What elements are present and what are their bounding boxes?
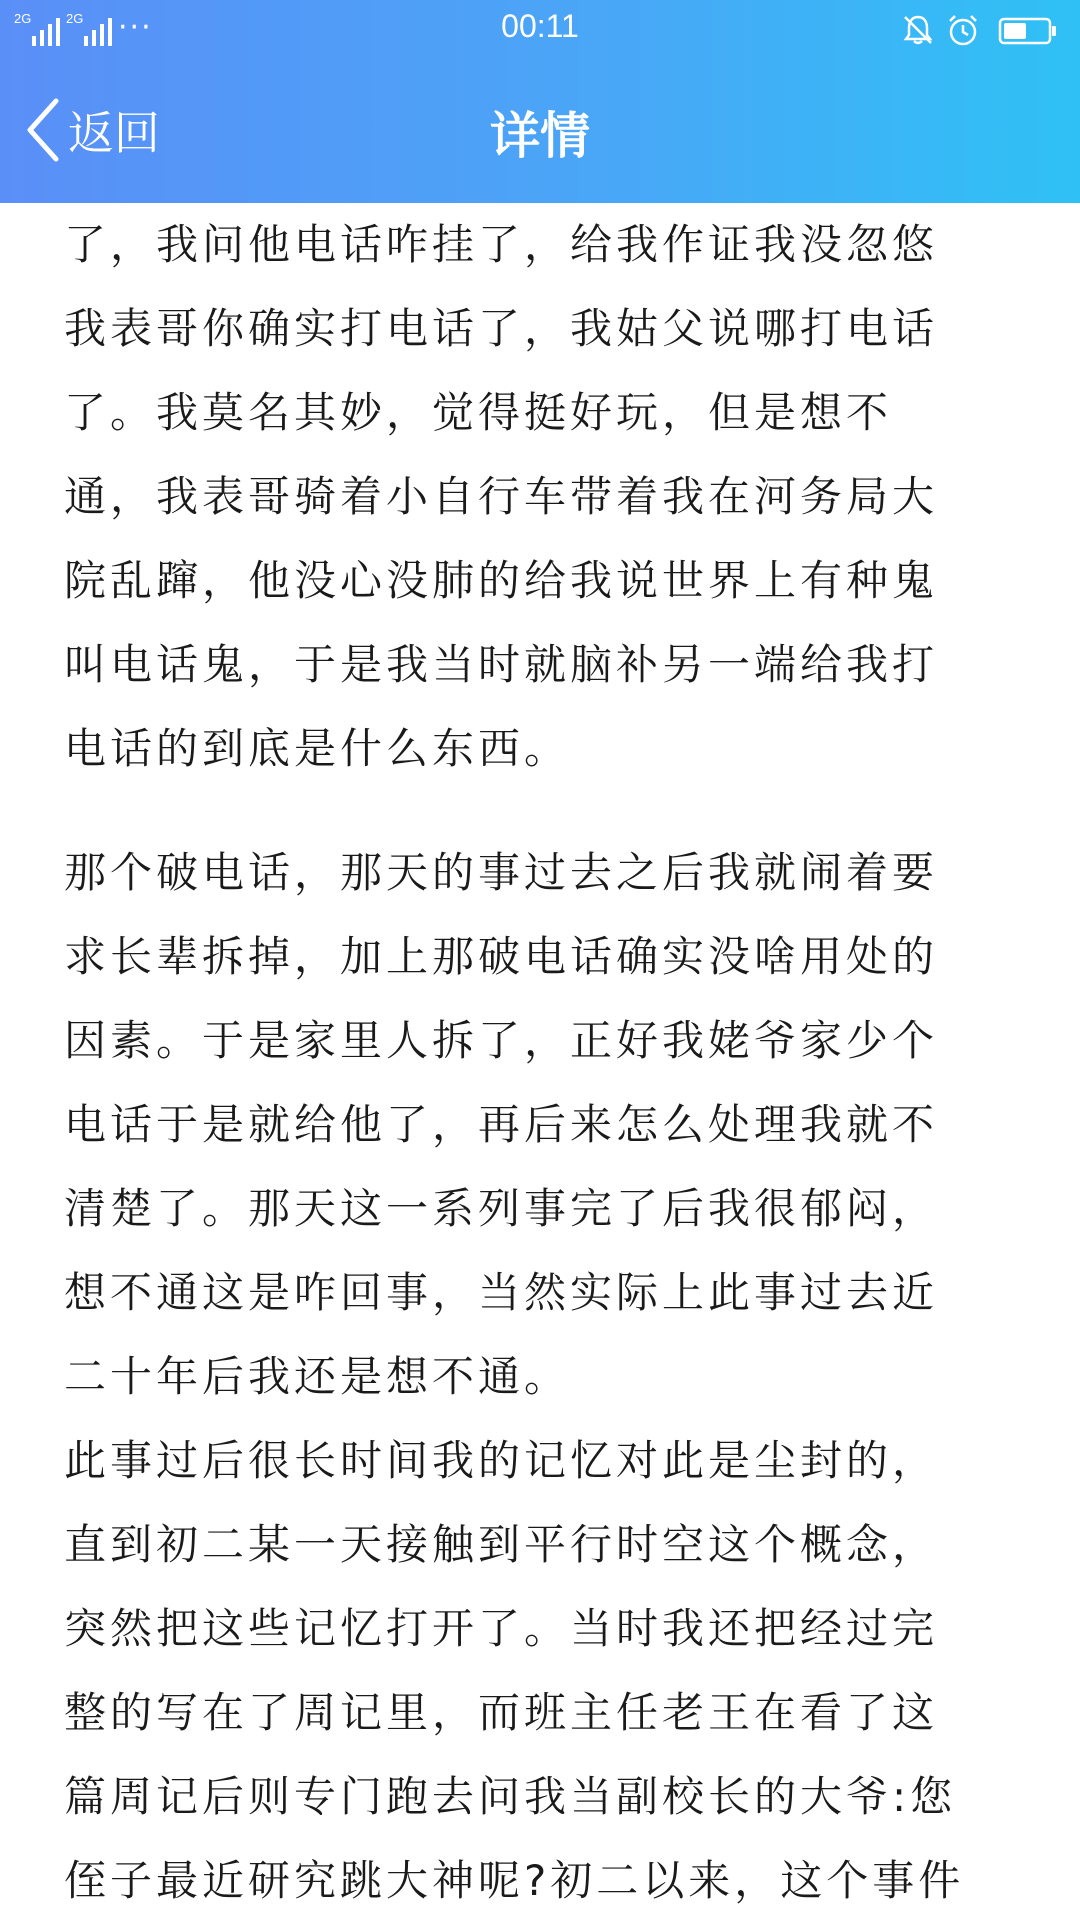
page-title: 详情 xyxy=(490,107,590,165)
bell-muted-icon xyxy=(900,12,936,48)
article-paragraph: 了，我问他电话咋挂了，给我作证我没忽悠 我表哥你确实打电话了，我姑父说哪打电话 了。我莫名其妙，觉得挺好玩，但是想不 通，我表哥骑着小自行车带着我在河务局大 院乱蹿，他没心没肺的给我说世界上有种鬼 叫电话鬼，于是我当时就脑补另一端给我打 电话的到底是什么东西。 xyxy=(64,220,939,773)
article-paragraph: 此事过后很长时间我的记忆对此是尘封的， 直到初二某一天接触到平行时空这个概念， 突然把这些记忆打开了。当时我还把经过完 整的写在了周记里，而班主任老王在看了这 篇周记后则专门跑去问我当副校长的大爷:您 侄子最近研究跳大神呢?初二以来，这个事件 xyxy=(64,1436,965,1905)
more-notifications-icon: ··· xyxy=(118,10,153,45)
article-body xyxy=(64,203,1024,1923)
alarm-icon xyxy=(946,12,980,48)
back-button-label: 返回 xyxy=(68,106,160,160)
battery-icon xyxy=(998,16,1058,46)
signal-label-2: 2G xyxy=(66,11,84,26)
status-bar xyxy=(0,0,1080,58)
status-icons xyxy=(900,10,1060,50)
article-paragraph: 那个破电话，那天的事过去之后我就闹着要 求长辈拆掉，加上那破电话确实没啥用处的 因素。于是家里人拆了，正好我姥爷家少个 电话于是就给他了，再后来怎么处理我就不 清楚了。那天这一系列事完了后我很郁闷， 想不通这是咋回事，当然实际上此事过去近 二十年后我还是想不通。 xyxy=(64,848,939,1401)
status-time: 00:11 xyxy=(501,8,579,44)
navigation-bar xyxy=(0,70,1080,190)
app-header xyxy=(0,0,1080,203)
paragraph-gap xyxy=(64,791,1024,831)
signal-label-1: 2G xyxy=(14,11,32,26)
